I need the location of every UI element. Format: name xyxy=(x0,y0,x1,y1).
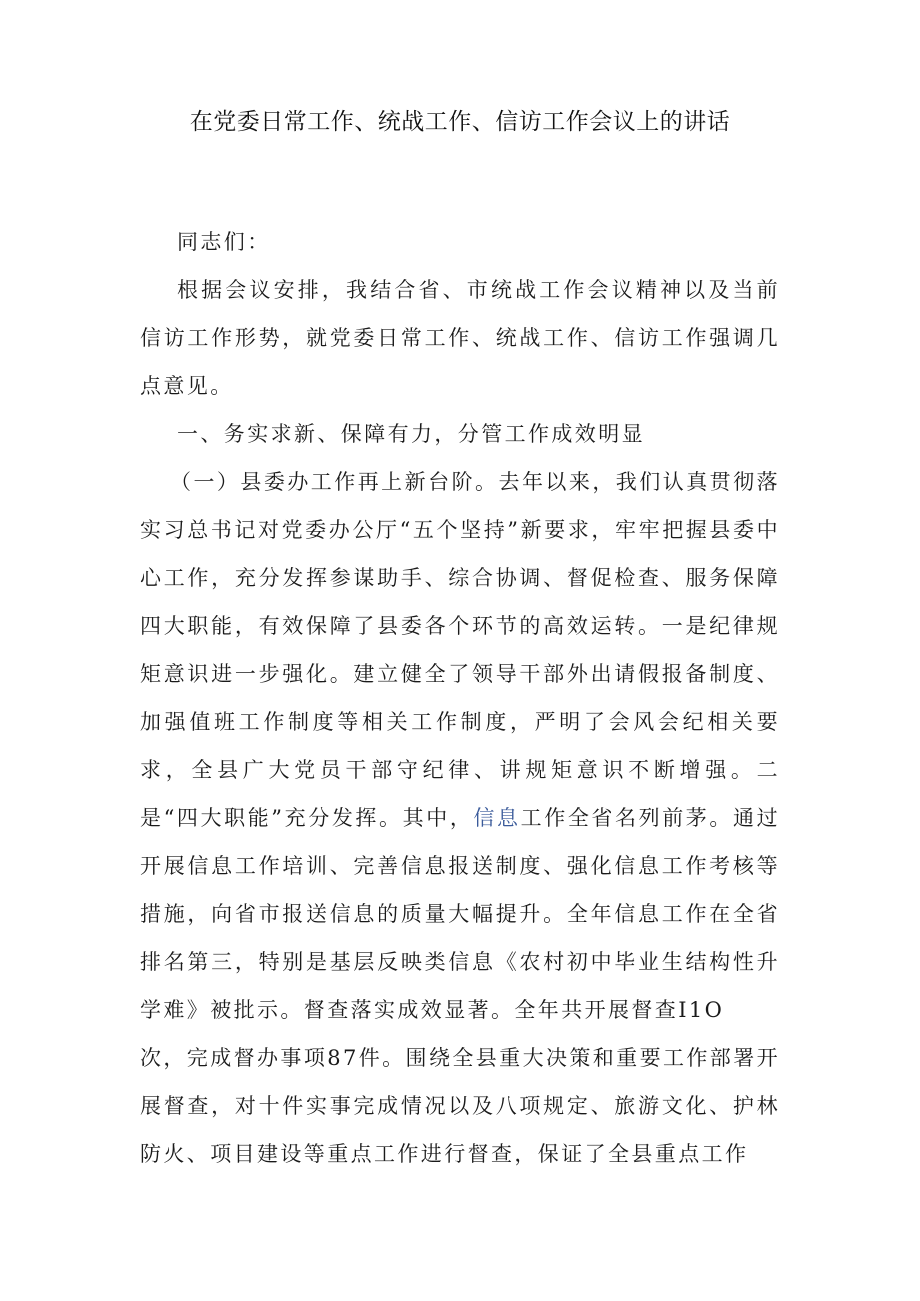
paragraph-text-b: 工作全省名列前茅。通过开展信息工作培训、完善信息报送制度、强化信息工作考核等措施，向省市报送信息的质量大幅提升。全年信息工作在全省排名第三，特别是基层反映类信息《农村初中毕业生结构性升学难》被批示。督查落实成效显著。全年共开展督查I1O xyxy=(140,806,780,1022)
document-title: 在党委日常工作、统战工作、信访工作会议上的讲话 xyxy=(189,109,731,135)
section-heading: 一、务实求新、保障有力，分管工作成效明显 xyxy=(177,422,645,446)
paragraph-text-a: （一）县委办工作再上新台阶。去年以来，我们认真贯彻落实习总书记对党委办公厅“五个坚持”新要求，牢牢把握县委中心工作，充分发挥参谋助手、综合协调、督促检查、服务保障四大职能，有效保障了县委各个环节的高效运转。一是纪律规矩意识进一步强化。建立健全了领导干部外出请假报备制度、加强值班工作制度等相关工作制度，严明了会风会纪相关要求，全县广大党员干部守纪律、讲规矩意识不断增强。二是“四大职能”充分发挥。其中， xyxy=(140,470,780,830)
info-link[interactable]: 信息 xyxy=(473,806,521,830)
document-body xyxy=(140,218,780,1178)
section-paragraph xyxy=(140,458,780,1178)
paragraph-text-c: 次，完成督办事项87件。围绕全县重大决策和重要工作部署开展督查，对十件实事完成情况以及八项规定、旅游文化、护林防火、项目建设等重点工作进行督查，保证了全县重点工作 xyxy=(140,1046,780,1166)
intro-paragraph: 根据会议安排，我结合省、市统战工作会议精神以及当前信访工作形势，就党委日常工作、统战工作、信访工作强调几点意见。 xyxy=(140,278,780,398)
salutation: 同志们： xyxy=(177,230,271,254)
